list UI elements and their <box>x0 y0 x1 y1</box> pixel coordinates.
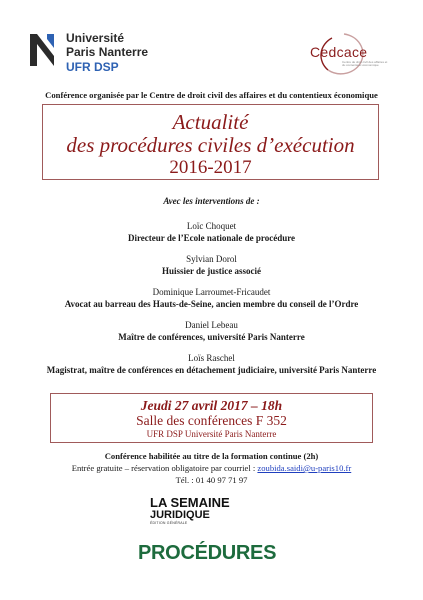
organisation-line: Conférence organisée par le Centre de droit civil des affaires et du contentieux économique <box>45 90 378 100</box>
speaker-name: Dominique Larroumet-Fricaudet <box>152 287 271 297</box>
interventions-intro: Avec les interventions de : <box>163 196 260 206</box>
cedcace-wordmark: Cedcace <box>310 44 368 60</box>
speaker-role: Magistrat, maître de conférences en détachement judiciaire, université Paris Nanterre <box>46 365 377 375</box>
nanterre-mark-icon <box>30 34 54 66</box>
speaker-role: Avocat au barreau des Hauts-de-Seine, ancien membre du conseil de l’Ordre <box>64 299 359 309</box>
speaker-item <box>0 286 423 319</box>
cedcace-tagline: Centre de droit civil des affaires et du contentieux économique <box>342 60 388 68</box>
speaker-name: Daniel Lebeau <box>185 320 238 330</box>
speaker-role: Huissier de justice associé <box>161 266 262 276</box>
speaker-item <box>0 253 423 286</box>
formation-continue-note: Conférence habilitée au titre de la formation continue (2h) <box>104 451 319 461</box>
registration-text: Entrée gratuite – réservation obligatoire par courriel : <box>71 463 256 473</box>
univ-line-1: Université <box>66 31 125 45</box>
speaker-role: Directeur de l’Ecole nationale de procédure <box>127 233 296 243</box>
procedures-logo: PROCÉDURES <box>138 542 277 564</box>
event-box <box>50 393 373 443</box>
title-box <box>42 104 379 180</box>
registration-line <box>0 463 423 473</box>
speakers-list <box>0 220 423 385</box>
contact-email-link[interactable]: zoubida.saidi@u-paris10.fr <box>257 463 352 473</box>
speaker-item <box>0 352 423 385</box>
contact-phone: Tél. : 01 40 97 71 97 <box>175 475 248 485</box>
speaker-role: Maître de conférences, université Paris Nanterre <box>118 332 305 342</box>
event-date: Jeudi 27 avril 2017 – 18h <box>140 398 283 413</box>
jcp-line-2: JURIDIQUE <box>150 509 210 521</box>
event-room: Salle des conférences F 352 <box>136 413 287 428</box>
title-year: 2016-2017 <box>169 157 252 178</box>
univ-line-3: UFR DSP <box>66 60 119 74</box>
title-line-1: Actualité <box>172 110 249 134</box>
la-semaine-juridique-logo <box>150 497 270 526</box>
jcp-line-3: ÉDITION GÉNÉRALE <box>150 521 188 525</box>
event-place: UFR DSP Université Paris Nanterre <box>146 429 277 439</box>
speaker-name: Sylvian Dorol <box>186 254 237 264</box>
speaker-item <box>0 319 423 352</box>
title-line-2: des procédures civiles d’exécution <box>66 133 355 157</box>
speaker-name: Loïc Choquet <box>186 221 237 231</box>
universite-paris-nanterre-logo <box>30 30 160 78</box>
jcp-line-1: LA SEMAINE <box>150 495 230 510</box>
univ-line-2: Paris Nanterre <box>66 45 149 59</box>
speaker-item <box>0 220 423 253</box>
speaker-name: Loïs Raschel <box>188 353 235 363</box>
cedcace-logo <box>298 30 398 78</box>
